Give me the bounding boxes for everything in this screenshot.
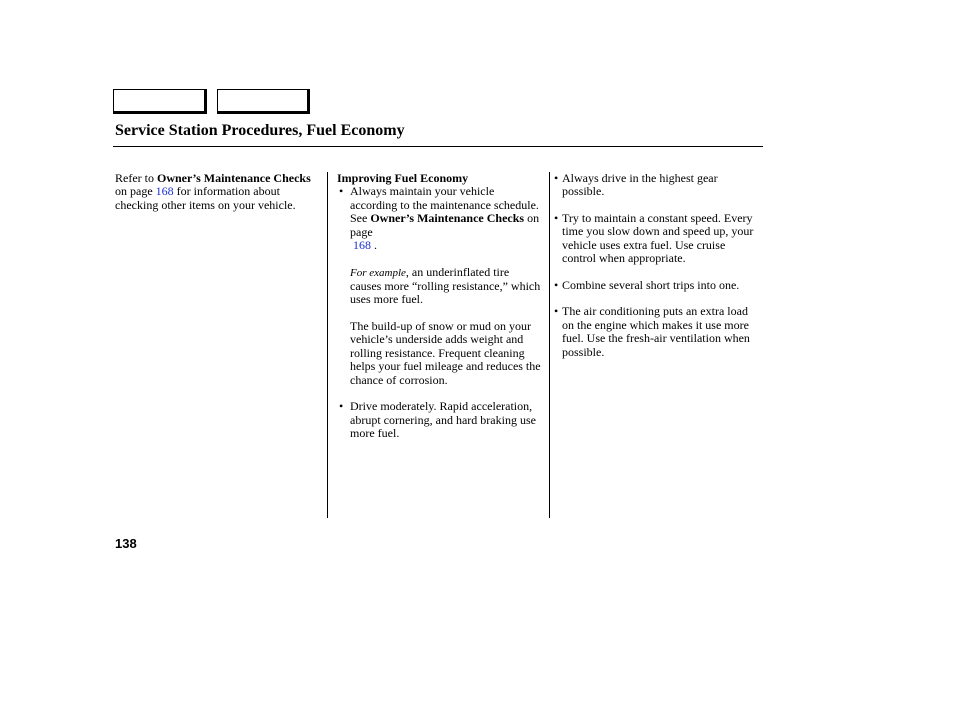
middle-column	[337, 172, 543, 440]
bullet-text: Always maintain your vehicle according to the maintenance schedule. See	[350, 184, 539, 226]
bullet-icon: •	[339, 184, 344, 199]
title-divider	[113, 146, 763, 147]
refer-to-text: Refer to	[115, 171, 157, 185]
page-title: Service Station Procedures, Fuel Economy	[115, 122, 405, 139]
period-text: .	[371, 238, 377, 253]
column-divider	[549, 172, 550, 518]
bullet-text: Try to maintain a constant speed. Every time you slow down and speed up, your vehicle uses extra fuel. Use cruise control when appropriate.	[562, 211, 754, 266]
on-page-text: on page	[350, 211, 540, 239]
bullet-icon: •	[339, 399, 344, 414]
nav-button-table-of-contents[interactable]	[217, 89, 310, 114]
example-italic: For example	[350, 266, 406, 279]
list-item	[552, 212, 760, 266]
buildup-paragraph: The build-up of snow or mud on your vehicle’s underside adds weight and rolling resistance. Frequent cleaning helps your fuel mileage and reduces the chance of corrosion.	[350, 319, 541, 387]
page-number: 138	[115, 536, 137, 551]
right-column	[554, 171, 760, 359]
example-paragraph	[337, 266, 543, 307]
reference-rest-text: for information about checking other items on your vehicle.	[115, 184, 296, 212]
list-item	[552, 279, 760, 292]
bullet-text: Drive moderately. Rapid acceleration, abrupt cornering, and hard braking use more fuel.	[350, 399, 536, 441]
page-168-link[interactable]: 168	[155, 184, 174, 199]
column-divider	[327, 172, 328, 518]
list-item	[552, 305, 760, 359]
list-item	[337, 185, 543, 252]
list-item	[337, 400, 543, 440]
list-item	[552, 172, 760, 199]
bullet-icon: •	[554, 304, 559, 319]
maintenance-reference-paragraph	[115, 172, 321, 212]
section-heading: Improving Fuel Economy	[337, 171, 469, 185]
page-168-link[interactable]: 168	[353, 238, 371, 253]
bullet-icon: •	[554, 211, 559, 225]
owners-maintenance-checks-ref: Owner’s Maintenance Checks	[156, 171, 311, 185]
owners-maintenance-checks-ref: Owner’s Maintenance Checks	[370, 211, 525, 226]
left-column	[115, 172, 321, 212]
on-page-text: on page	[115, 184, 156, 199]
bullet-icon: •	[554, 171, 559, 185]
bullet-text: Always drive in the highest gear possible.	[562, 171, 718, 199]
nav-button-main-menu[interactable]	[113, 89, 207, 114]
example-text: , an underinflated tire causes more “rolling resistance,” which uses more fuel.	[350, 264, 541, 307]
bullet-text: The air conditioning puts an extra load on the engine which makes it use more fuel. Use the fresh-air ventilation when possible.	[562, 304, 750, 359]
bullet-icon: •	[554, 277, 559, 292]
bullet-text: Combine several short trips into one.	[562, 277, 740, 292]
